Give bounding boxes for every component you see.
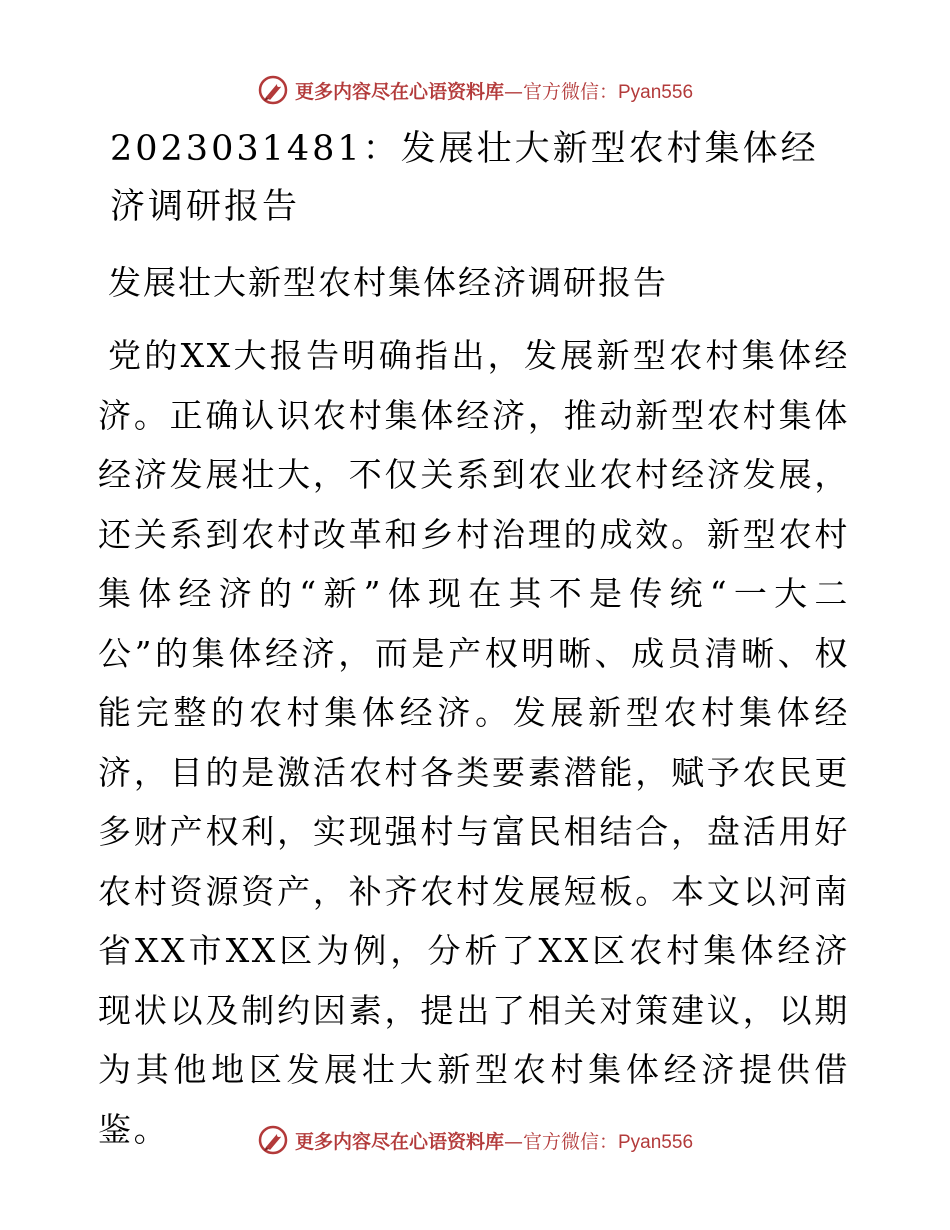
- header-watermark-banner: [0, 70, 950, 110]
- footer-watermark-banner: [0, 1120, 950, 1160]
- pen-circle-logo-icon: [257, 1124, 289, 1156]
- watermark-separator: —: [503, 1130, 523, 1153]
- document-subtitle: 发展壮大新型农村集体经济调研报告: [108, 263, 668, 302]
- watermark-main-text: 更多内容尽在心语资料库: [294, 80, 504, 103]
- document-body: [98, 120, 850, 1159]
- watermark-text: [295, 77, 693, 104]
- watermark-separator: —: [503, 80, 523, 103]
- document-title: 2023031481：发展壮大新型农村集体经济调研报告: [110, 129, 819, 227]
- watermark-handle: Pyan556: [618, 1131, 694, 1153]
- pen-circle-logo-icon: [257, 74, 289, 106]
- body-paragraph: 党的XX大报告明确指出，发展新型农村集体经济。正确认识农村集体经济，推动新型农村集体经济发展壮大，不仅关系到农业农村经济发展，还关系到农村改革和乡村治理的成效。新型农村集体经济的“新”体现在其不是传统“一大二公”的集体经济，而是产权明晰、成员清晰、权能完整的农村集体经济。发展新型农村集体经济，目的是激活农村各类要素潜能，赋予农民更多财产权利，实现强村与富民相结合，盘活用好农村资源资产，补齐农村发展短板。本文以河南省XX市XX区为例，分析了XX区农村集体经济现状以及制约因素，提出了相关对策建议，以期为其他地区发展壮大新型农村集体经济提供借鉴。: [98, 336, 850, 1149]
- watermark-text: [295, 1127, 693, 1154]
- watermark-main-text: 更多内容尽在心语资料库: [294, 1130, 504, 1153]
- watermark-handle: Pyan556: [618, 81, 694, 103]
- watermark-contact-label: 官方微信：: [522, 1130, 618, 1153]
- watermark-contact-label: 官方微信：: [522, 80, 618, 103]
